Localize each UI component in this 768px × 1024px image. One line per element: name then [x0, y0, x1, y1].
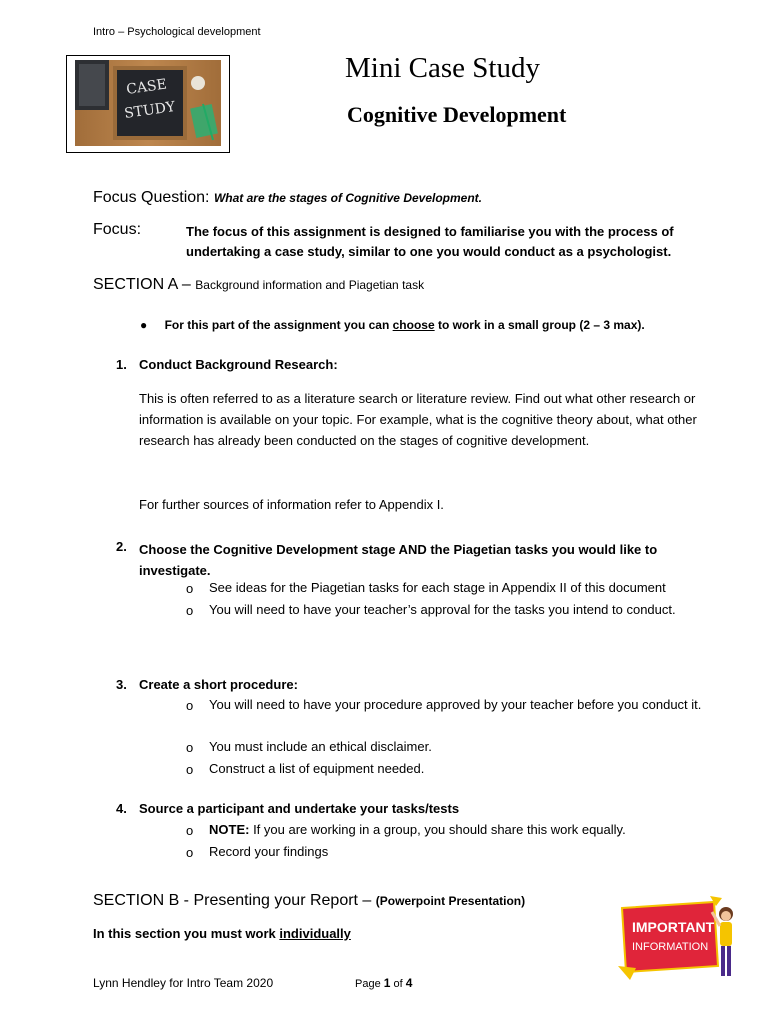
- footer-page-label: Page: [355, 978, 384, 990]
- sub-bullet-icon: o: [186, 740, 194, 755]
- sub-bullet-icon: o: [186, 581, 194, 596]
- section-a-title: SECTION A –: [93, 276, 191, 293]
- sub-bullet-icon: o: [186, 698, 194, 713]
- footer-page-total: 4: [405, 976, 413, 990]
- item-1-number: 1.: [116, 357, 127, 372]
- research-sources: For further sources of information refer to Appendix I.: [139, 497, 444, 512]
- section-b-instruction: [93, 926, 351, 941]
- board-text-case: CASE: [125, 76, 168, 98]
- sub-bullet-icon: o: [186, 845, 194, 860]
- footer-page-of: of: [390, 978, 406, 990]
- item-2-sub-1: See ideas for the Piagetian tasks for each stage in Appendix II of this document: [209, 580, 666, 595]
- section-b-subtitle: (Powerpoint Presentation): [375, 894, 526, 908]
- sub-bullet-icon: o: [186, 762, 194, 777]
- section-b-individually: individually: [279, 926, 351, 941]
- item-4-note-text: If you are working in a group, you should share this work equally.: [249, 822, 626, 837]
- badge-line-2: INFORMATION: [632, 941, 709, 953]
- section-a-heading: [93, 276, 424, 294]
- item-1-title: Conduct Background Research:: [139, 357, 338, 372]
- item-4-sub-2: Record your findings: [209, 844, 329, 859]
- item-2-title: Choose the Cognitive Development stage AND the Piagetian tasks you would like to investigate.: [139, 542, 658, 578]
- important-information-illustration: [618, 896, 744, 980]
- research-paragraph: This is often referred to as a literature search or literature review. Find out what other research or information is available on your topic. For example, what is the cognitive theory about, what other research has already been conducted on the stages of cognitive development.: [139, 391, 697, 448]
- item-3-sub-2: You must include an ethical disclaimer.: [209, 739, 432, 754]
- focus-question: [93, 189, 482, 207]
- footer-author: Lynn Hendley for Intro Team 2020: [93, 976, 274, 990]
- item-4-note-label: NOTE:: [209, 822, 250, 837]
- case-study-image: [66, 55, 230, 153]
- board-text-study: STUDY: [123, 98, 177, 122]
- section-b-instruction-pre: In this section you must work: [93, 926, 280, 941]
- page-title: Mini Case Study: [345, 52, 540, 84]
- badge-line-1: IMPORTANT: [632, 919, 715, 935]
- bullet-text-pre: For this part of the assignment you can: [164, 318, 393, 332]
- item-4-title: Source a participant and undertake your tasks/tests: [139, 801, 460, 816]
- bullet-dot: ●: [140, 318, 148, 332]
- item-2-sub-2: You will need to have your teacher’s approval for the tasks you intend to conduct.: [209, 602, 676, 617]
- important-information-badge: [618, 896, 744, 980]
- section-b-heading: [93, 892, 525, 910]
- item-3-sub-3: Construct a list of equipment needed.: [209, 761, 425, 776]
- sub-bullet-icon: o: [186, 603, 194, 618]
- bullet-text-post: to work in a small group (2 – 3 max).: [434, 318, 645, 332]
- item-3-title: Create a short procedure:: [139, 677, 298, 692]
- focus-text: The focus of this assignment is designed to familiarise you with the process of undertaking a case study, similar to one you would conduct as a psychologist.: [186, 224, 674, 259]
- case-study-illustration: [67, 56, 229, 152]
- section-b-title: SECTION B - Presenting your Report –: [93, 892, 372, 909]
- footer-page-indicator: [355, 976, 412, 990]
- item-4-number: 4.: [116, 801, 127, 816]
- bullet-choose: choose: [392, 318, 435, 332]
- group-bullet: [140, 318, 645, 332]
- focus-label: Focus:: [93, 221, 142, 238]
- section-a-subtitle: Background information and Piagetian task: [195, 278, 425, 292]
- item-4-sub-1: [209, 819, 709, 841]
- item-3-sub-1: You will need to have your procedure approved by your teacher before you conduct it.: [209, 697, 702, 712]
- focus-question-text: What are the stages of Cognitive Development.: [213, 191, 483, 205]
- footer-page-num: 1: [383, 976, 391, 990]
- item-2-number: 2.: [116, 539, 127, 554]
- focus-question-label: Focus Question:: [93, 189, 210, 206]
- page-subtitle: Cognitive Development: [347, 102, 567, 127]
- sub-bullet-icon: o: [186, 823, 194, 838]
- item-3-number: 3.: [116, 677, 127, 692]
- running-header: Intro – Psychological development: [93, 26, 261, 38]
